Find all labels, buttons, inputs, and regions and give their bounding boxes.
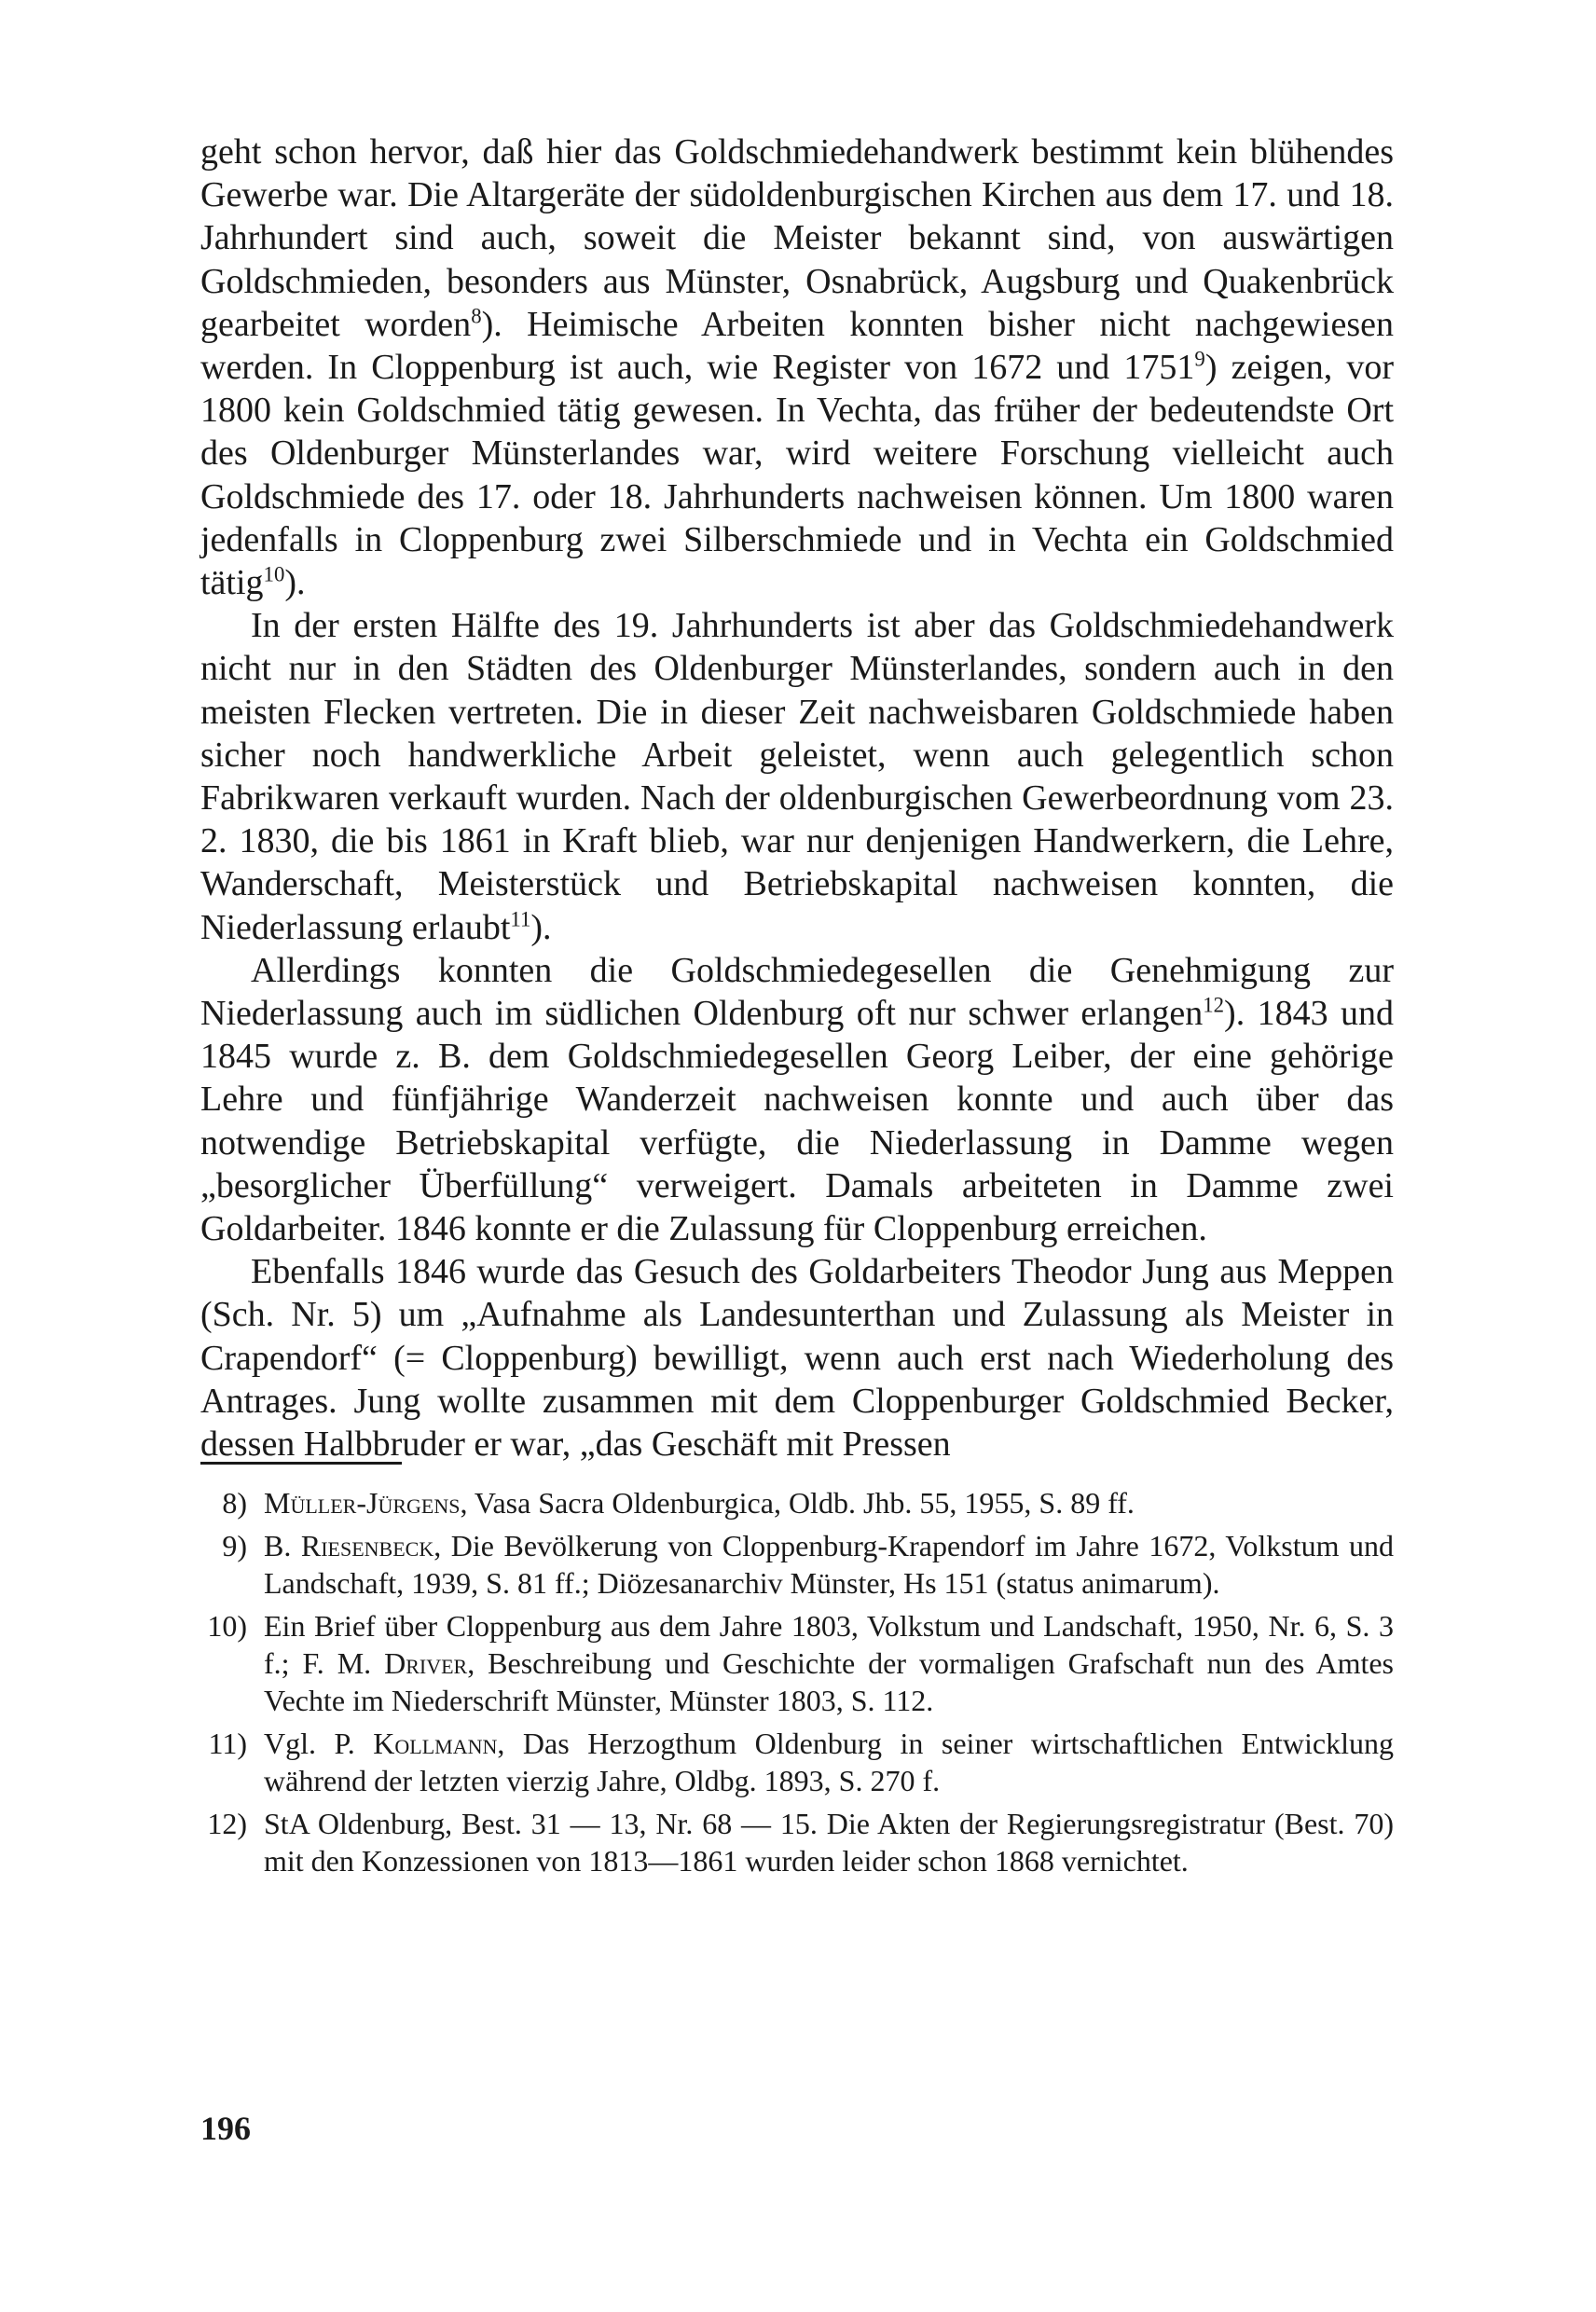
footnote-number: 10) xyxy=(207,1609,247,1643)
text-run: geht schon hervor, daß hier das Goldschmiedehandwerk bestimmt kein blühendes Gewerbe war. Die Altargeräte der südoldenburgischen Kirchen aus dem 17. und 18. Jahrhundert sind auch, soweit die Meister bekannt sind, von auswärtigen Goldschmieden, besonders aus Münster, Osnabrück, Augsburg und Quakenbrück gearbeitet worden xyxy=(200,132,1394,344)
footnote-ref: 9 xyxy=(1194,347,1205,371)
footnote-text xyxy=(264,1805,1394,1879)
footnote-text xyxy=(264,1725,1394,1799)
footnote-9 xyxy=(200,1527,1394,1602)
text-run: , Beschreibung und Geschichte der vormaligen Grafschaft nun des Amtes Vechte im Niederschrift Münster, Münster 1803, S. 112. xyxy=(264,1646,1395,1717)
author-name: Riesenbeck xyxy=(300,1529,434,1562)
paragraph-1 xyxy=(200,131,1394,604)
footnote-number: 9) xyxy=(222,1529,247,1562)
text-run: ). Heimische Arbeiten konnten bisher nicht nachgewiesen werden. In Cloppenburg ist auch, wie Register von 1672 und 1751 xyxy=(200,304,1394,388)
author-name: Driver xyxy=(384,1646,468,1680)
footnote-separator xyxy=(200,1462,402,1465)
text-run: , Die Bevölkerung von Cloppenburg-Krapendorf im Jahre 1672, Volkstum und Landschaft, 1939, S. 81 ff.; Diözesanarchiv Münster, Hs 151 (status animarum). xyxy=(264,1529,1395,1600)
footnote-ref: 12 xyxy=(1203,993,1225,1017)
page-body xyxy=(200,131,1394,1466)
text-run: ) zeigen, vor 1800 kein Goldschmied tätig gewesen. In Vechta, das früher der bedeutendste Ort des Oldenburger Münsterlandes war, wird weitere Forschung vielleicht auch Goldschmiede des 17. oder 18. Jahrhunderts nachweisen können. Um 1800 waren jedenfalls in Cloppenburg zwei Silberschmiede und in Vechta ein Goldschmied tätig xyxy=(200,348,1395,603)
paragraph-4 xyxy=(200,1250,1394,1466)
paragraph-3 xyxy=(200,949,1394,1250)
footnote-ref: 11 xyxy=(510,907,531,930)
text-run: StA Oldenburg, Best. 31 — 13, Nr. 68 — 15. Die Akten der Regierungsregistratur (Best. 70) mit den Konzessionen von 1813—1861 wurden leider schon 1868 vernichtet. xyxy=(264,1807,1394,1878)
text-run: In der ersten Hälfte des 19. Jahrhunderts ist aber das Goldschmiedehandwerk nicht nur in den Städten des Oldenburger Münsterlandes, sondern auch in den meisten Flecken vertreten. Die in dieser Zeit nachweisbaren Goldschmiede haben sicher noch handwerkliche Arbeit geleistet, wenn auch gelegentlich schon Fabrikwaren verkauft wurden. Nach der oldenburgischen Gewerbeordnung vom 23. 2. 1830, die bis 1861 in Kraft blieb, war nur denjenigen Handwerkern, die Lehre, Wanderschaft, Meisterstück und Betriebskapital nachweisen konnten, die Niederlassung erlaubt xyxy=(200,606,1394,947)
text-run: , Das Herzogthum Oldenburg in seiner wirtschaftlichen Entwicklung während der letzten vierzig Jahre, Oldbg. 1893, S. 270 f. xyxy=(264,1727,1395,1797)
text-run: Vgl. P. xyxy=(264,1727,374,1760)
footnote-text xyxy=(264,1484,1394,1521)
paragraph-2 xyxy=(200,604,1394,949)
author-name: Müller-Jürgens xyxy=(264,1486,461,1520)
text-run: B. xyxy=(264,1529,301,1562)
text-run: , Vasa Sacra Oldenburgica, Oldb. Jhb. 55, 1955, S. 89 ff. xyxy=(460,1486,1135,1520)
footnote-11 xyxy=(200,1725,1394,1799)
footnote-8 xyxy=(200,1484,1394,1521)
footnotes xyxy=(200,1484,1394,1885)
text-run: Ein Brief über Cloppenburg aus dem Jahre 1803, Volkstum und Landschaft, 1950, Nr. 6, S. 3 f.; F. M. xyxy=(264,1609,1394,1680)
text-run: Allerdings konnten die Goldschmiedegesellen die Genehmigung zur Niederlassung auch im südlichen Oldenburg oft nur schwer erlangen xyxy=(200,950,1394,1034)
footnote-ref: 10 xyxy=(263,562,285,586)
text-run: ). xyxy=(284,563,306,603)
footnote-number: 12) xyxy=(207,1807,247,1840)
text-run: Ebenfalls 1846 wurde das Gesuch des Goldarbeiters Theodor Jung aus Meppen (Sch. Nr. 5) um „Aufnahme als Landesunterthan und Zulassung als Meister in Crapendorf“ (= Cloppenburg) bewilligt, wenn auch erst nach Wiederholung des Antrages. Jung wollte zusammen mit dem Cloppenburger Goldschmied Becker, dessen Halbbruder er war, „das Geschäft mit Pressen xyxy=(200,1252,1394,1465)
main-text xyxy=(200,131,1394,1466)
footnote-text xyxy=(264,1607,1394,1719)
footnote-12 xyxy=(200,1805,1394,1879)
page-number: 196 xyxy=(200,2110,251,2147)
author-name: Kollmann xyxy=(373,1727,498,1760)
footnote-number: 11) xyxy=(208,1727,247,1760)
footnote-ref: 8 xyxy=(471,304,482,328)
footnote-text xyxy=(264,1527,1394,1602)
footnote-10 xyxy=(200,1607,1394,1719)
footnote-number: 8) xyxy=(222,1486,247,1520)
text-run: ). 1843 und 1845 wurde z. B. dem Goldschmiedegesellen Georg Leiber, der eine gehörige Lehre und fünfjährige Wanderzeit nachweisen konnte und auch über das notwendige Betriebskapital verfügte, die Niederlassung in Damme wegen „besorglicher Überfüllung“ verweigert. Damals arbeiteten in Damme zwei Goldarbeiter. 1846 konnte er die Zulassung für Cloppenburg erreichen. xyxy=(200,994,1395,1249)
text-run: ). xyxy=(530,907,552,947)
